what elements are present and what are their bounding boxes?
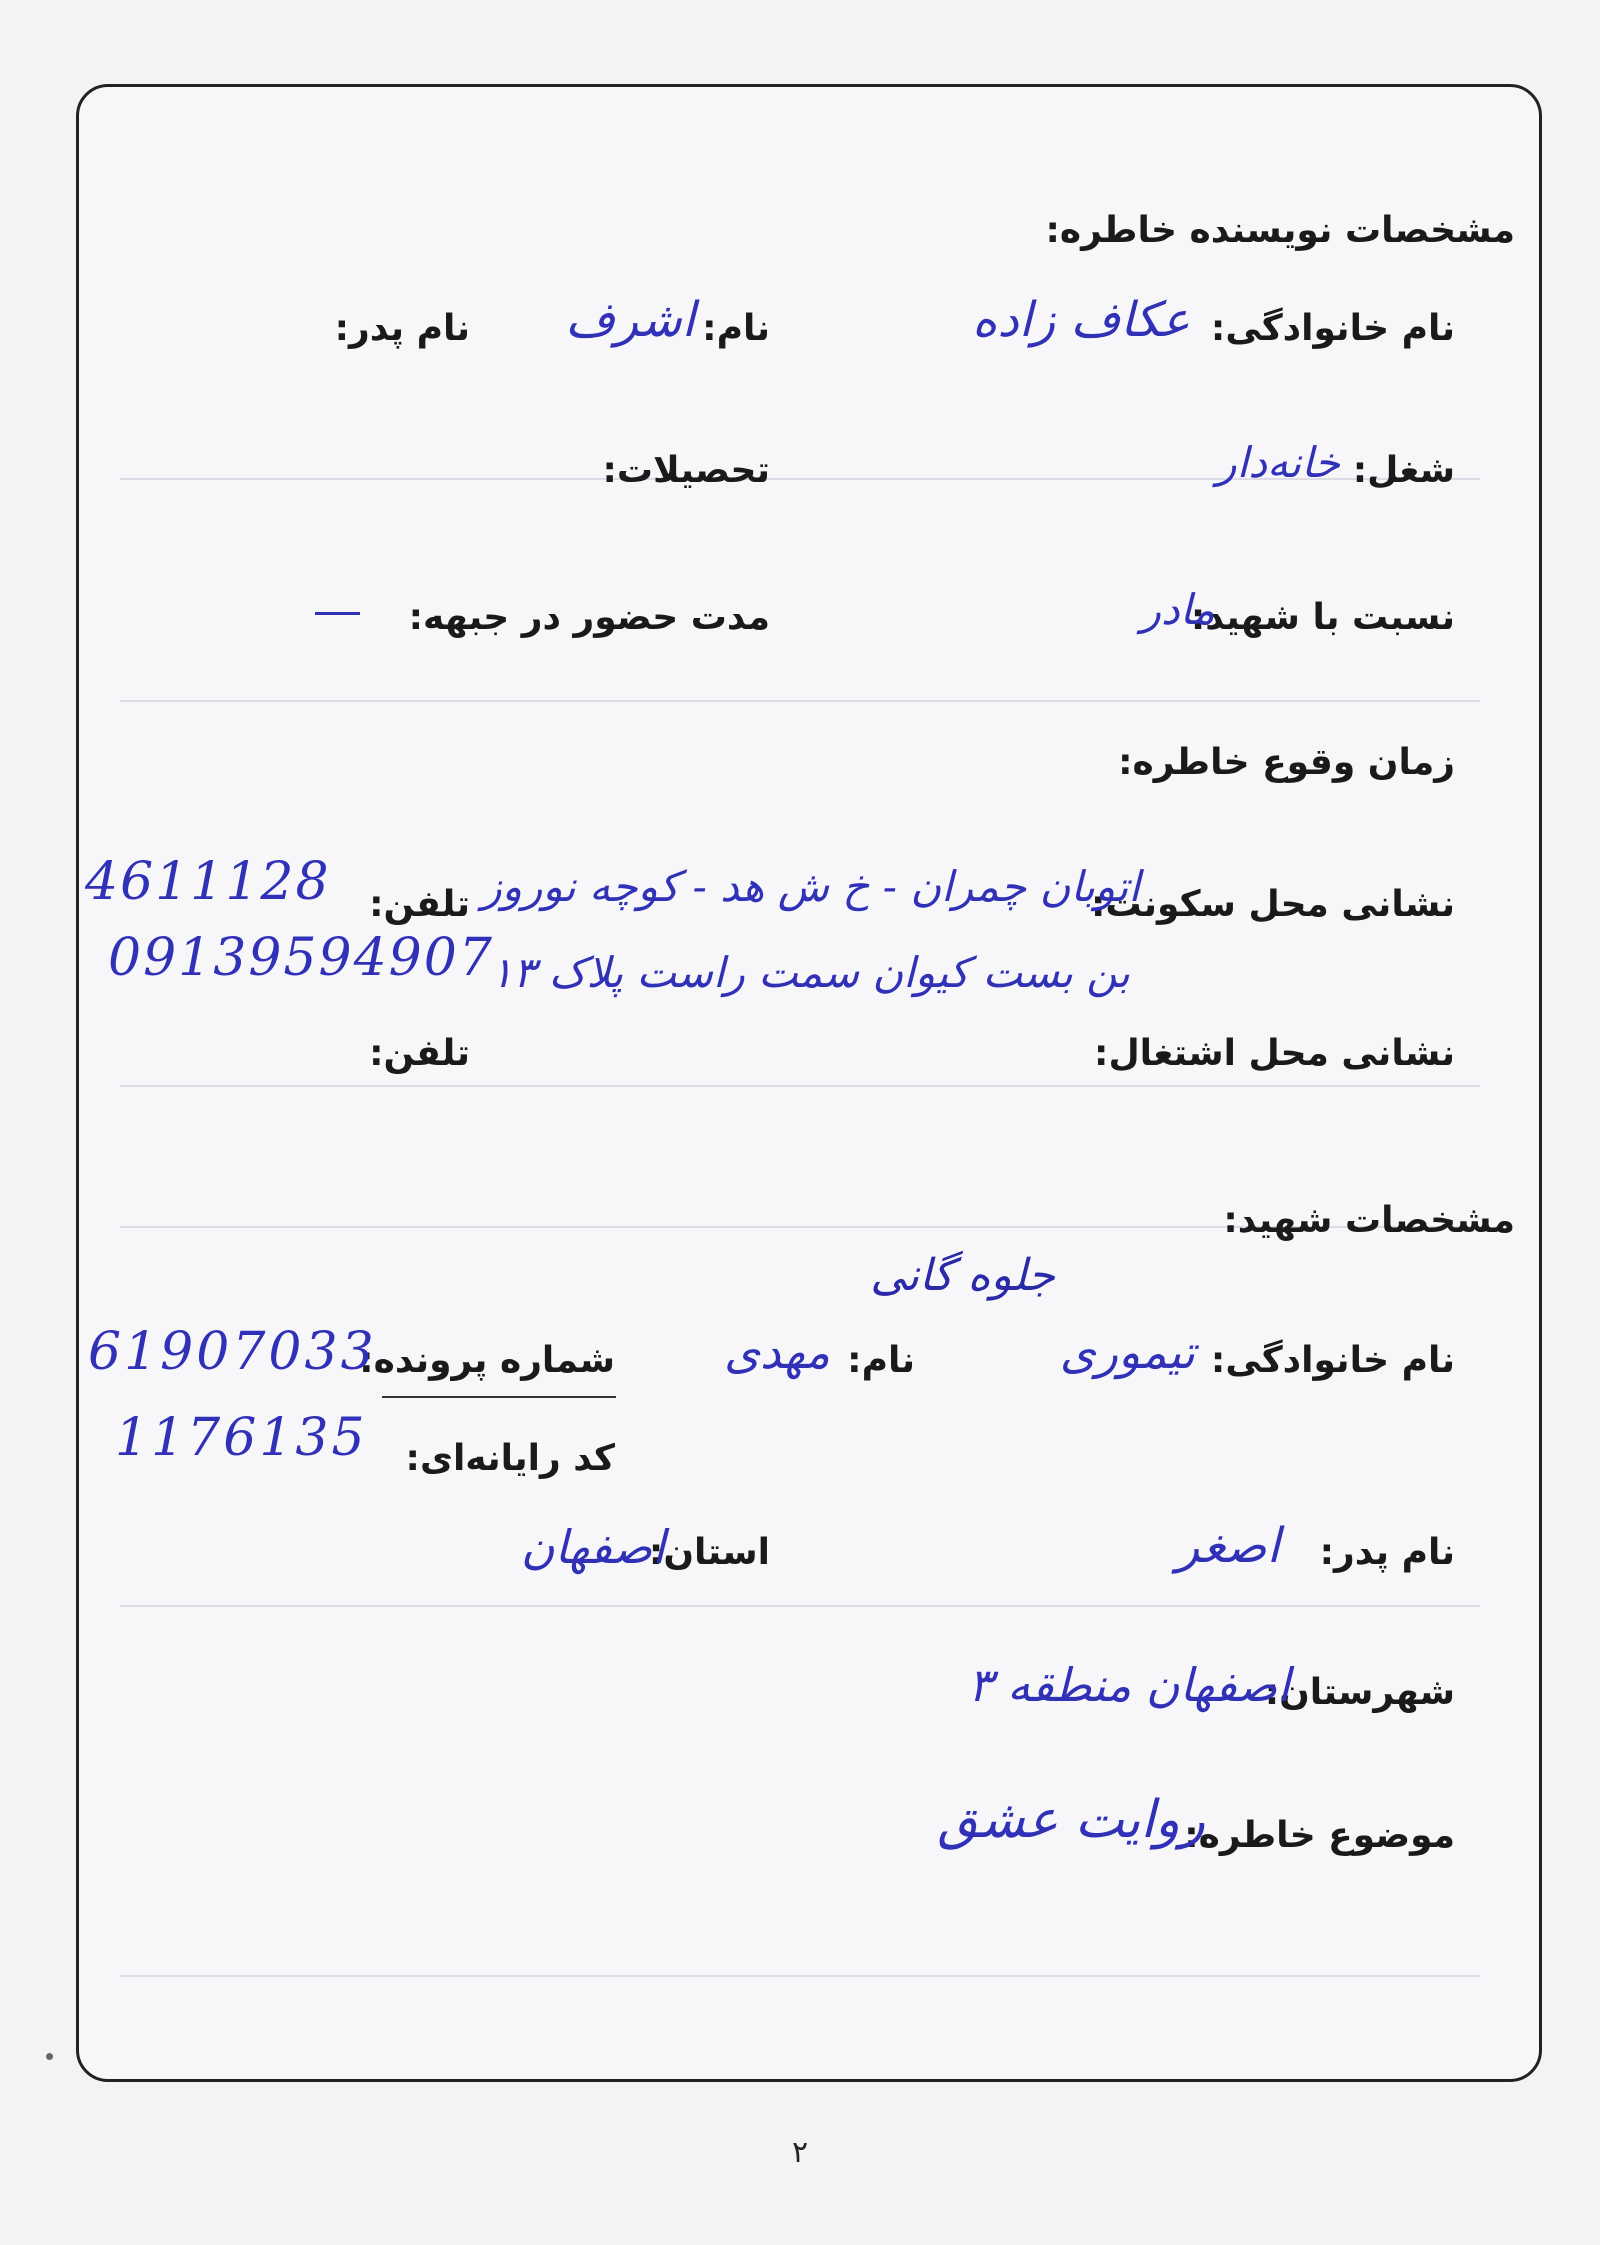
- martyr-family-value-extra: جلوه گانی: [870, 1250, 1055, 1301]
- martyr-province-label: استان:: [648, 1532, 770, 1573]
- file-number-underline: [382, 1396, 616, 1398]
- bleed-line: [120, 1975, 1480, 1977]
- martyr-city-value: اصفهان منطقه ۳: [967, 1658, 1290, 1712]
- writer-phone-label: تلفن:: [369, 884, 470, 925]
- martyr-topic-label: موضوع خاطره:: [1184, 1815, 1455, 1856]
- writer-work-address-label: نشانی محل اشتغال:: [1094, 1033, 1455, 1074]
- writer-relation-label: نسبت با شهید:: [1190, 597, 1455, 638]
- writer-work-phone-label: تلفن:: [369, 1033, 470, 1074]
- form-frame: [76, 84, 1542, 2082]
- writer-address-label: نشانی محل سکونت:: [1091, 884, 1455, 925]
- martyr-computer-code-label: کد رایانه‌ای:: [405, 1438, 615, 1479]
- writer-relation-value: مادر: [1140, 585, 1215, 634]
- writer-family-label: نام خانوادگی:: [1210, 308, 1455, 349]
- martyr-heading: مشخصات شهید:: [1223, 1200, 1515, 1241]
- martyr-father-value: اصغر: [1176, 1518, 1280, 1574]
- martyr-province-value: اصفهان: [520, 1520, 665, 1574]
- writer-duration-dash: [315, 612, 360, 615]
- writer-father-label: نام پدر:: [334, 308, 470, 349]
- writer-heading: مشخصات نویسنده خاطره:: [1045, 210, 1515, 251]
- martyr-family-label: نام خانوادگی:: [1210, 1340, 1455, 1381]
- writer-address-line2: بن بست کیوان سمت راست پلاک ۱۳: [490, 948, 1130, 997]
- writer-name-value: اشرف: [565, 292, 695, 348]
- martyr-city-label: شهرستان:: [1264, 1672, 1455, 1713]
- page-number: ۲: [791, 2135, 809, 2170]
- writer-job-label: شغل:: [1352, 450, 1455, 491]
- bleed-line: [120, 1605, 1480, 1607]
- writer-job-value: خانه‌دار: [1216, 438, 1340, 487]
- writer-name-label: نام:: [702, 308, 770, 349]
- martyr-father-label: نام پدر:: [1319, 1532, 1455, 1573]
- writer-event-time-label: زمان وقوع خاطره:: [1118, 742, 1455, 783]
- bleed-line: [120, 1085, 1480, 1087]
- martyr-file-number-label: شماره پرونده:: [359, 1340, 615, 1381]
- writer-duration-label: مدت حضور در جبهه:: [408, 597, 770, 638]
- stray-mark: [46, 2053, 53, 2060]
- martyr-name-label: نام:: [847, 1340, 915, 1381]
- martyr-computer-code-value: 1176135: [115, 1408, 368, 1468]
- writer-phone-value-1: 4611128: [85, 852, 331, 912]
- bleed-line: [120, 700, 1480, 702]
- writer-family-value: عکاف زاده: [972, 292, 1190, 348]
- writer-phone-value-2: 09139594907: [108, 928, 494, 988]
- martyr-family-value: تیموری: [1059, 1325, 1195, 1379]
- martyr-name-value: مهدی: [724, 1325, 830, 1379]
- writer-address-line1: اتوبان چمران - خ ش هد - کوچه نوروز: [481, 862, 1140, 911]
- martyr-file-number-value: 61907033: [88, 1322, 377, 1382]
- martyr-topic-value: روایت عشق: [937, 1790, 1205, 1850]
- writer-education-label: تحصیلات:: [602, 450, 770, 491]
